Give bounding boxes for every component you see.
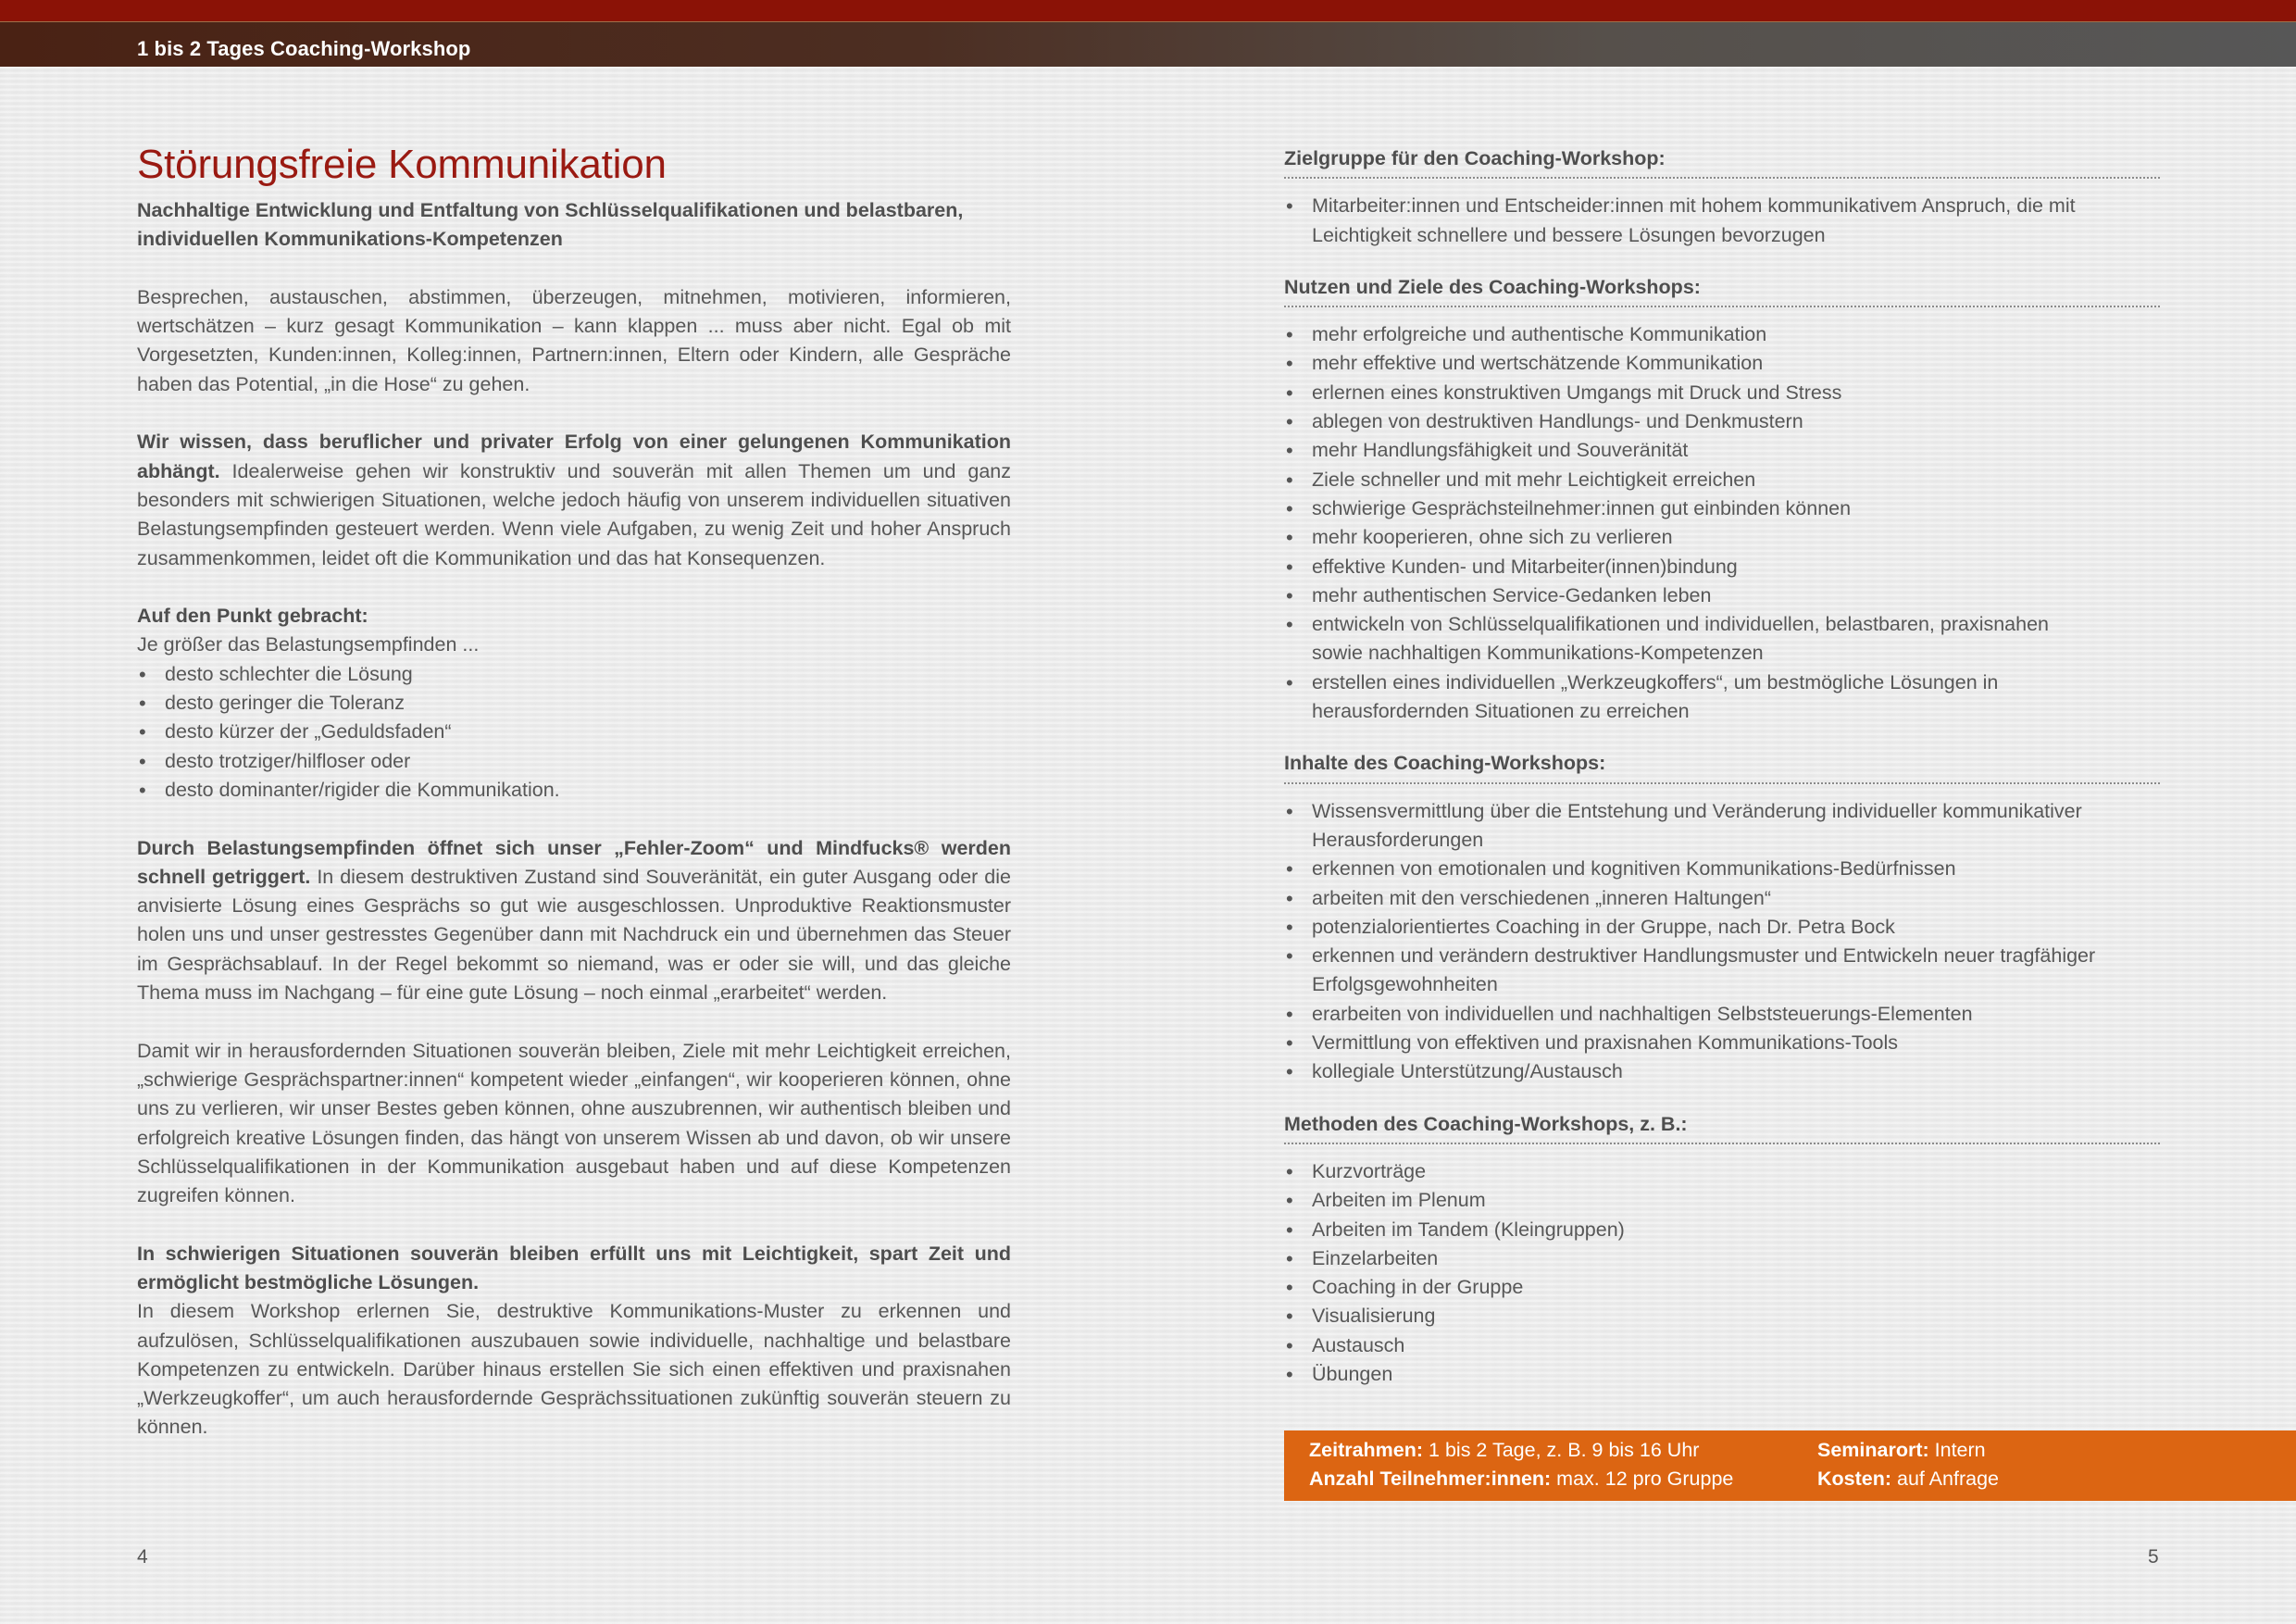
section-list	[1284, 797, 2160, 1087]
list-item: • erlernen eines konstruktiven Umgangs mit Druck und Stress	[1284, 379, 2053, 407]
workshop-paragraph: In diesem Workshop erlernen Sie, destruktive Kommunikations-Muster zu erkennen und aufzulösen, Schlüsselqualifikationen auszubauen sowie individuelle, nachhaltige und belastbare Kompetenzen zu entwickeln. Darüber hinaus erstellen Sie sich einen effektiven und praxisnahen „Werkzeugkoffer“, um auch herausfordernde Gesprächssituationen zukünftig souverän steuern zu können.	[137, 1300, 1011, 1439]
list-item: • erkennen von emotionalen und kognitiven Kommunikations-Bedürfnissen	[1284, 855, 2160, 883]
right-page-column	[1284, 144, 2160, 1389]
info-label: Zeitrahmen:	[1309, 1439, 1424, 1461]
list-item: • desto kürzer der „Geduldsfaden“	[137, 718, 1011, 746]
list-item: • Coaching in der Gruppe	[1284, 1273, 2160, 1302]
section-list	[1284, 320, 2053, 726]
section-list	[1284, 192, 2160, 250]
point-list	[137, 660, 1011, 805]
list-item: • Wissensvermittlung über die Entstehung und Veränderung individueller kommunikativer Herausforderungen	[1284, 797, 2160, 856]
workshop-paragraph-lead	[137, 1240, 1011, 1298]
info-value: 1 bis 2 Tage, z. B. 9 bis 16 Uhr	[1423, 1439, 1700, 1461]
page-subtitle: Nachhaltige Entwicklung und Entfaltung von Schlüsselqualifikationen und belastbaren, individuellen Kommunikations-Kompetenzen	[137, 199, 964, 251]
point-heading	[137, 602, 1011, 631]
list-item: • arbeiten mit den verschiedenen „inneren Haltungen“	[1284, 884, 2160, 913]
page-number-left: 4	[137, 1546, 148, 1568]
point-intro: Je größer das Belastungsempfinden ...	[137, 633, 480, 656]
section-list	[1284, 1157, 2160, 1389]
list-item: • Arbeiten im Tandem (Kleingruppen)	[1284, 1216, 2160, 1244]
success-paragraph-lead: Wir wissen, dass beruflicher und privater Erfolg von einer gelungenen Kommunikation abhängt.	[137, 431, 1011, 482]
list-item: • erstellen eines individuellen „Werkzeugkoffers“, um bestmögliche Lösungen in herausfordernden Situationen zu erreichen	[1284, 668, 2053, 727]
section-heading: Nutzen und Ziele des Coaching-Workshops:	[1284, 273, 2160, 307]
competence-paragraph: Damit wir in herausfordernden Situationen souverän bleiben, Ziele mit mehr Leichtigkeit erreichen, „schwierige Gesprächspartner:innen“ kompetent wieder „einfangen“, wir kooperieren können, ohne uns zu verlieren, wir unser Bestes geben können, ohne auszubrennen, wir authentisch bleiben und erfolgreich kreative Lösungen finden, das hängt von unserem Wissen ab und davon, ob wir unsere Schlüsselqualifikationen in der Kommunikation ausgebaut haben und auf diese Kompetenzen zugreifen können.	[137, 1039, 1011, 1207]
page-number-right: 5	[2148, 1546, 2159, 1568]
info-value: max. 12 pro Gruppe	[1551, 1468, 1734, 1490]
list-item: • mehr Handlungsfähigkeit und Souveränität	[1284, 436, 2053, 465]
section-heading: Methoden des Coaching-Workshops, z. B.:	[1284, 1110, 2160, 1144]
section-heading: Inhalte des Coaching-Workshops:	[1284, 749, 2160, 783]
workshop-lead-text: In schwierigen Situationen souverän bleiben erfüllt uns mit Leichtigkeit, spart Zeit und ermöglicht bestmögliche Lösungen.	[137, 1242, 1011, 1293]
list-item: • potenzialorientiertes Coaching in der Gruppe, nach Dr. Petra Bock	[1284, 913, 2160, 942]
info-label: Seminarort:	[1817, 1439, 1929, 1461]
intro-paragraph: Besprechen, austauschen, abstimmen, überzeugen, mitnehmen, motivieren, informieren, wertschätzen – kurz gesagt Kommunikation – kann klappen ... muss aber nicht. Egal ob mit Vorgesetzten, Kunden:innen, Kolleg:innen, Partnern:innen, Eltern oder Kindern, alle Gespräche haben das Potential, „in die Hose“ zu gehen.	[137, 285, 1011, 395]
header-bar	[0, 22, 2296, 67]
list-item: • effektive Kunden- und Mitarbeiter(innen)bindung	[1284, 553, 2053, 581]
list-item: • Ziele schneller und mit mehr Leichtigkeit erreichen	[1284, 466, 2053, 494]
stress-paragraph-text: In diesem destruktiven Zustand sind Souveränität, ein guter Ausgang oder die anvisierte Lösung eines Gesprächs so gut wie ausgeschlossen. Unproduktive Reaktionsmuster holen uns und unser gestresstes Gegenüber dann mit Nachdruck ein und übernehmen das Steuer im Gesprächsablauf. In der Regel bekommt so niemand, was er oder sie will, und das gleiche Thema muss im Nachgang – für eine gute Lösung – noch einmal „erarbeitet“ werden.	[137, 865, 1011, 1005]
list-item: • desto geringer die Toleranz	[137, 689, 1011, 718]
list-item: • Visualisierung	[1284, 1302, 2160, 1330]
list-item: • mehr kooperieren, ohne sich zu verlieren	[1284, 523, 2053, 552]
list-item: • erarbeiten von individuellen und nachhaltigen Selbststeuerungs-Elementen	[1284, 1000, 2160, 1029]
section-methoden	[1284, 1110, 2160, 1390]
list-item: • schwierige Gesprächsteilnehmer:innen gut einbinden können	[1284, 494, 2053, 523]
list-item: • mehr authentischen Service-Gedanken leben	[1284, 581, 2053, 610]
section-inhalte	[1284, 749, 2160, 1086]
list-item: • erkennen und verändern destruktiver Handlungsmuster und Entwickeln neuer tragfähiger Erfolgsgewohnheiten	[1284, 942, 2160, 1000]
list-item: • Mitarbeiter:innen und Entscheider:innen mit hohem kommunikativem Anspruch, die mit Leichtigkeit schnellere und bessere Lösungen bevorzugen	[1284, 192, 2080, 250]
info-label: Kosten:	[1817, 1468, 1892, 1490]
list-item: • Einzelarbeiten	[1284, 1244, 2160, 1273]
list-item: • kollegiale Unterstützung/Austausch	[1284, 1057, 2160, 1086]
success-paragraph-text: Idealerweise gehen wir konstruktiv und souverän mit allen Themen um und ganz besonders mit schwierigen Situationen, welche jedoch häufig von unserem individuellen situativen Belastungsempfinden gesteuert werden. Wenn viele Aufgaben, zu wenig Zeit und hoher Anspruch zusammenkommen, leidet oft die Kommunikation und das hat Konsequenzen.	[137, 459, 1011, 569]
page-title: Störungsfreie Kommunikation	[137, 142, 667, 187]
info-kosten	[1817, 1465, 1999, 1493]
section-zielgruppe	[1284, 144, 2160, 250]
info-value: Intern	[1928, 1439, 1986, 1461]
info-value: auf Anfrage	[1891, 1468, 1999, 1490]
section-heading: Zielgruppe für den Coaching-Workshop:	[1284, 144, 2160, 179]
stress-paragraph-lead: Durch Belastungsempfinden öffnet sich unser „Fehler-Zoom“ und Mindfucks® werden schnell getriggert.	[137, 836, 1011, 888]
list-item: • Kurzvorträge	[1284, 1157, 2160, 1186]
list-item: • mehr erfolgreiche und authentische Kommunikation	[1284, 320, 2053, 349]
info-label: Anzahl Teilnehmer:innen:	[1309, 1468, 1552, 1490]
stress-paragraph	[137, 834, 1011, 1008]
list-item: • Austausch	[1284, 1331, 2160, 1360]
list-item: • desto trotziger/hilfloser oder	[137, 747, 1011, 776]
list-item: • Vermittlung von effektiven und praxisnahen Kommunikations-Tools	[1284, 1029, 2160, 1057]
list-item: • entwickeln von Schlüsselqualifikationen und individuellen, belastbaren, praxisnahen sowie nachhaltigen Kommunikations-Kompetenzen	[1284, 610, 2053, 668]
list-item: • desto dominanter/rigider die Kommunikation.	[137, 776, 1011, 805]
info-seminarort	[1817, 1436, 1986, 1465]
list-item: • desto schlechter die Lösung	[137, 660, 1011, 689]
success-paragraph	[137, 428, 1011, 572]
left-page-column	[137, 135, 1011, 1443]
info-zeitrahmen	[1309, 1436, 1699, 1465]
list-item: • ablegen von destruktiven Handlungs- und Denkmustern	[1284, 407, 2053, 436]
section-nutzen	[1284, 273, 2160, 726]
point-heading-text: Auf den Punkt gebracht:	[137, 605, 368, 628]
top-color-bar	[0, 0, 2296, 22]
header-title: 1 bis 2 Tages Coaching-Workshop	[137, 37, 471, 60]
list-item: • mehr effektive und wertschätzende Kommunikation	[1284, 349, 2053, 378]
info-box	[1284, 1430, 2296, 1501]
list-item: • Übungen	[1284, 1360, 2160, 1389]
info-teilnehmer	[1309, 1465, 1733, 1493]
list-item: • Arbeiten im Plenum	[1284, 1186, 2160, 1215]
